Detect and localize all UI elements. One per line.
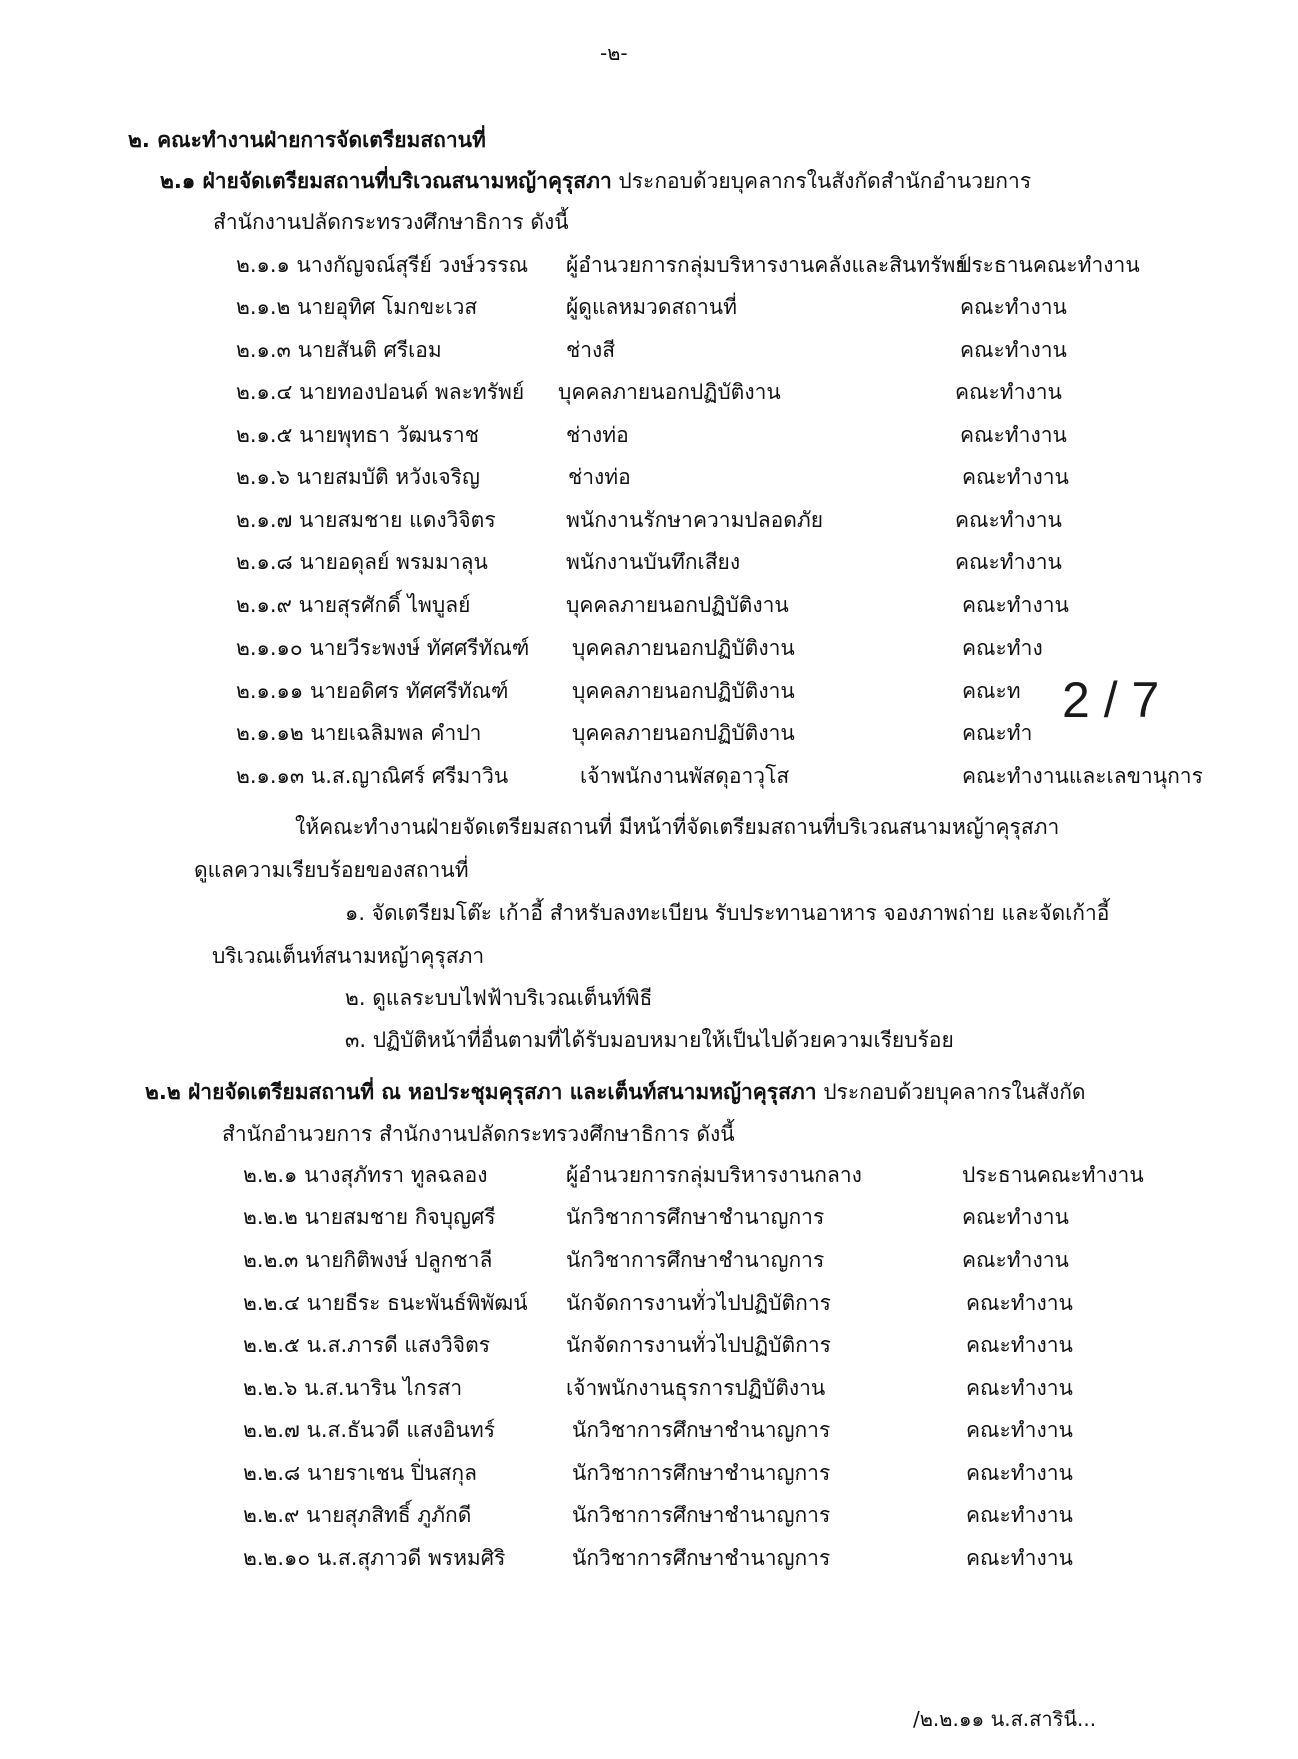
member-row bbox=[0, 1543, 1298, 1577]
member-no-name: ๒.๑.๑๑ นายอดิศร ทัศศรีทัณฑ์ bbox=[236, 679, 509, 703]
member-position: บุคคลภายนอกปฏิบัติงาน bbox=[572, 679, 795, 703]
member-row bbox=[0, 1415, 1298, 1449]
member-no-name: ๒.๑.๔ นายทองปอนด์ พละทรัพย์ bbox=[236, 380, 525, 404]
member-position: นักจัดการงานทั่วไปปฏิบัติการ bbox=[566, 1291, 831, 1315]
member-row bbox=[0, 420, 1298, 454]
member-position: นักวิชาการศึกษาชำนาญการ bbox=[572, 1503, 831, 1527]
member-role: คณะทำง bbox=[962, 636, 1043, 660]
member-no-name: ๒.๒.๑๐ น.ส.สุภาวดี พรหมศิริ bbox=[243, 1546, 506, 1570]
member-row bbox=[0, 633, 1298, 667]
member-no-name: ๒.๒.๔ นายธีระ ธนะพันธ์พิพัฒน์ bbox=[243, 1291, 528, 1315]
member-position: ผู้ดูแลหมวดสถานที่ bbox=[566, 295, 737, 319]
member-role: คณะทำงาน bbox=[962, 1248, 1069, 1272]
subsection-2-2-title: ๒.๒ ฝ่ายจัดเตรียมสถานที่ ณ หอประชุมคุรุสภา และเต็นท์สนามหญ้าคุรุสภา bbox=[145, 1080, 817, 1104]
member-role: คณะทำงาน bbox=[962, 593, 1069, 617]
member-no-name: ๒.๒.๒ นายสมชาย กิจบุญศรี bbox=[243, 1205, 496, 1229]
member-row bbox=[0, 1202, 1298, 1236]
member-no-name: ๒.๑.๖ นายสมบัติ หวังเจริญ bbox=[236, 465, 480, 489]
member-no-name: ๒.๑.๑๒ นายเฉลิมพล คำปา bbox=[236, 721, 482, 745]
subsection-2-2-desc: ประกอบด้วยบุคลากรในสังกัด bbox=[816, 1080, 1086, 1104]
member-no-name: ๒.๑.๑๓ น.ส.ญาณิศร์ ศรีมาวิน bbox=[236, 764, 509, 788]
subsection-2-1-desc: ประกอบด้วยบุคลากรในสังกัดสำนักอำนวยการ bbox=[611, 169, 1032, 193]
member-row bbox=[0, 547, 1298, 581]
member-no-name: ๒.๑.๒ นายอุทิศ โมกขะเวส bbox=[236, 295, 478, 319]
member-position: เจ้าพนักงานพัสดุอาวุโส bbox=[580, 764, 790, 788]
continuation-note: /๒.๒.๑๑ น.ส.สารินี... bbox=[913, 1707, 1097, 1731]
member-row bbox=[0, 1245, 1298, 1279]
member-role: คณะทำงาน bbox=[966, 1376, 1073, 1400]
member-position: ช่างท่อ bbox=[568, 465, 631, 489]
member-row bbox=[0, 1373, 1298, 1407]
member-role: คณะทำงาน bbox=[955, 508, 1062, 532]
member-position: นักวิชาการศึกษาชำนาญการ bbox=[566, 1205, 825, 1229]
member-position: นักวิชาการศึกษาชำนาญการ bbox=[566, 1248, 825, 1272]
member-no-name: ๒.๑.๗ นายสมชาย แดงวิจิตร bbox=[236, 508, 496, 532]
member-role: คณะทำงาน bbox=[955, 550, 1062, 574]
duty-item-1: ๑. จัดเตรียมโต๊ะ เก้าอี้ สำหรับลงทะเบียน รับประทานอาหาร จองภาพถ่าย และจัดเก้าอี้ bbox=[345, 901, 1110, 925]
duty-intro: ให้คณะทำงานฝ่ายจัดเตรียมสถานที่ มีหน้าที่จัดเตรียมสถานที่บริเวณสนามหญ้าคุรุสภา bbox=[295, 815, 1060, 839]
duty-item-3: ๓. ปฏิบัติหน้าที่อื่นตามที่ได้รับมอบหมายให้เป็นไปด้วยความเรียบร้อย bbox=[345, 1028, 954, 1052]
member-no-name: ๒.๑.๑ นางกัญจณ์สุรีย์ วงษ์วรรณ bbox=[236, 253, 529, 277]
member-role: คณะทำงาน bbox=[966, 1503, 1073, 1527]
member-role: ประธานคณะทำงาน bbox=[962, 1163, 1144, 1187]
member-role: คณะทำงานและเลขานุการ bbox=[962, 764, 1203, 788]
member-position: เจ้าพนักงานธุรการปฏิบัติงาน bbox=[566, 1376, 826, 1400]
member-role: คณะทำงาน bbox=[962, 1205, 1069, 1229]
member-no-name: ๒.๒.๘ นายราเชน ปิ่นสกุล bbox=[243, 1461, 478, 1485]
member-row bbox=[0, 377, 1298, 411]
member-row bbox=[0, 462, 1298, 496]
member-role: คณะทำงาน bbox=[955, 380, 1062, 404]
member-role: ประธานคณะทำงาน bbox=[958, 253, 1140, 277]
member-role: คณะทำ bbox=[962, 721, 1033, 745]
member-role: คณะทำงาน bbox=[966, 1291, 1073, 1315]
member-no-name: ๒.๑.๙ นายสุรศักดิ์ ไพบูลย์ bbox=[236, 593, 471, 617]
member-position: บุคคลภายนอกปฏิบัติงาน bbox=[572, 721, 795, 745]
member-position: พนักงานบันทึกเสียง bbox=[566, 550, 741, 574]
member-position: บุคคลภายนอกปฏิบัติงาน bbox=[572, 636, 795, 660]
member-position: นักวิชาการศึกษาชำนาญการ bbox=[572, 1546, 831, 1570]
member-row bbox=[0, 1500, 1298, 1534]
member-position: ผู้อำนวยการกลุ่มบริหารงานกลาง bbox=[566, 1163, 862, 1187]
subsection-2-1-heading bbox=[160, 166, 1031, 196]
member-role: คณะทำงาน bbox=[966, 1418, 1073, 1442]
duty-item-1-continued: บริเวณเต็นท์สนามหญ้าคุรุสภา bbox=[212, 944, 485, 968]
member-no-name: ๒.๒.๑ นางสุภัทรา ทูลฉลอง bbox=[243, 1163, 488, 1187]
member-row bbox=[0, 1330, 1298, 1364]
member-role: คณะทำงาน bbox=[966, 1333, 1073, 1357]
member-position: ผู้อำนวยการกลุ่มบริหารงานคลังและสินทรัพย์ bbox=[566, 253, 968, 277]
subsection-2-2-heading-line2: สำนักอำนวยการ สำนักงานปลัดกระทรวงศึกษาธิการ ดังนี้ bbox=[222, 1122, 735, 1146]
member-row bbox=[0, 250, 1298, 284]
member-row bbox=[0, 1288, 1298, 1322]
subsection-2-1-title: ๒.๑ ฝ่ายจัดเตรียมสถานที่บริเวณสนามหญ้าคุรุสภา bbox=[160, 169, 612, 193]
member-position: พนักงานรักษาความปลอดภัย bbox=[566, 508, 824, 532]
member-no-name: ๒.๑.๘ นายอดุลย์ พรมมาลุน bbox=[236, 550, 488, 574]
member-row bbox=[0, 1160, 1298, 1194]
member-position: นักวิชาการศึกษาชำนาญการ bbox=[572, 1418, 831, 1442]
subsection-2-2-heading bbox=[145, 1077, 1086, 1107]
member-row bbox=[0, 1458, 1298, 1492]
member-row bbox=[0, 335, 1298, 369]
member-no-name: ๒.๒.๙ นายสุภสิทธิ์ ภูภักดี bbox=[243, 1503, 472, 1527]
member-no-name: ๒.๑.๑๐ นายวีระพงษ์ ทัศศรีทัณฑ์ bbox=[236, 636, 530, 660]
member-role: คณะท bbox=[962, 679, 1021, 703]
member-no-name: ๒.๒.๓ นายกิติพงษ์ ปลูกชาลี bbox=[243, 1248, 493, 1272]
section-title: ๒. คณะทำงานฝ่ายการจัดเตรียมสถานที่ bbox=[128, 128, 486, 152]
member-role: คณะทำงาน bbox=[960, 295, 1067, 319]
member-no-name: ๒.๑.๕ นายพุทธา วัฒนราช bbox=[236, 423, 479, 447]
member-role: คณะทำงาน bbox=[960, 423, 1067, 447]
member-row bbox=[0, 761, 1298, 795]
duty-item-2: ๒. ดูแลระบบไฟฟ้าบริเวณเต็นท์พิธี bbox=[345, 986, 653, 1010]
member-no-name: ๒.๒.๕ น.ส.ภารดี แสงวิจิตร bbox=[243, 1333, 490, 1357]
page-number: -๒- bbox=[600, 41, 628, 65]
member-role: คณะทำงาน bbox=[966, 1546, 1073, 1570]
duty-intro-line2: ดูแลความเรียบร้อยของสถานที่ bbox=[194, 858, 469, 882]
member-position: ช่างท่อ bbox=[566, 423, 629, 447]
member-no-name: ๒.๒.๗ น.ส.ธันวดี แสงอินทร์ bbox=[243, 1418, 496, 1442]
page-stamp: 2 / 7 bbox=[1062, 672, 1160, 728]
member-position: นักวิชาการศึกษาชำนาญการ bbox=[572, 1461, 831, 1485]
member-no-name: ๒.๒.๖ น.ส.นาริน ไกรสา bbox=[243, 1376, 463, 1400]
member-position: ช่างสี bbox=[566, 338, 616, 362]
subsection-2-1-heading-line2: สำนักงานปลัดกระทรวงศึกษาธิการ ดังนี้ bbox=[213, 210, 569, 234]
member-row bbox=[0, 292, 1298, 326]
member-position: บุคคลภายนอกปฏิบัติงาน bbox=[558, 380, 781, 404]
member-role: คณะทำงาน bbox=[966, 1461, 1073, 1485]
member-position: บุคคลภายนอกปฏิบัติงาน bbox=[566, 593, 789, 617]
member-row bbox=[0, 590, 1298, 624]
member-no-name: ๒.๑.๓ นายสันติ ศรีเอม bbox=[236, 338, 442, 362]
member-role: คณะทำงาน bbox=[962, 465, 1069, 489]
member-role: คณะทำงาน bbox=[960, 338, 1067, 362]
member-position: นักจัดการงานทั่วไปปฏิบัติการ bbox=[566, 1333, 831, 1357]
member-row bbox=[0, 505, 1298, 539]
